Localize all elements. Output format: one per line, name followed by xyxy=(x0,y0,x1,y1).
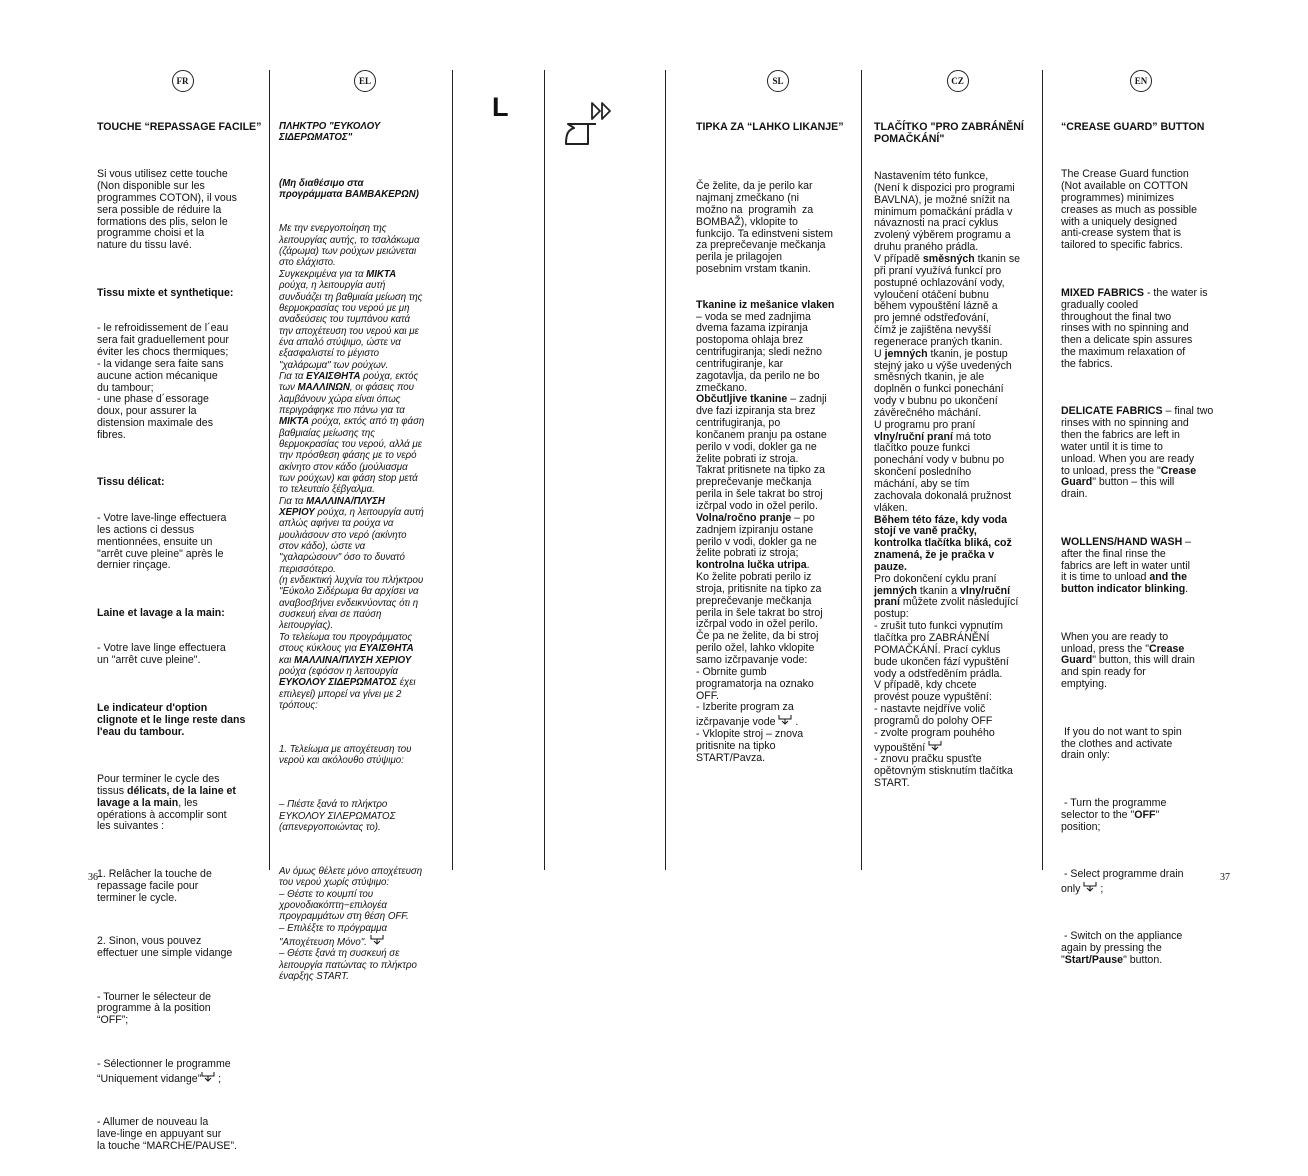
sl-obc-heading: Občutljive tkanine xyxy=(696,393,788,406)
el-evais-2: ΕΥΑΙΣΘΗΤΑ xyxy=(359,643,414,655)
el-mikta: ΜΙΚΤΑ xyxy=(366,268,397,280)
en-language-badge: EN xyxy=(1130,70,1152,92)
drain-pump-icon xyxy=(778,716,792,728)
fr-end-cycle-c: , les opérations à accomplir sont les suivantes : xyxy=(97,796,227,833)
sl-column xyxy=(695,70,862,870)
en-mixed xyxy=(1061,288,1222,371)
el-language-badge: EL xyxy=(354,70,376,92)
en-step-1 xyxy=(1061,798,1222,834)
en-step-2-end: ; xyxy=(1097,882,1104,895)
el-text xyxy=(278,98,452,1005)
en-delicate-body-1: – final two rinses with no spinning and then the fabrics are left in water until it is time to unload. When you are ready to unload, press the " xyxy=(1061,405,1214,477)
drain-pump-icon xyxy=(370,937,384,948)
el-step-1: 1. Τελείωμα με αποχέτευση του νερού και ακόλουθο στύψιμο: xyxy=(279,743,412,767)
anti-crease-iron-icon xyxy=(562,100,612,155)
cz-column xyxy=(873,70,1043,870)
en-step-3-b: " button. xyxy=(1123,954,1163,967)
fr-step-4-end: ; xyxy=(215,1072,222,1085)
fr-column xyxy=(96,70,270,1152)
sl-intro: Če želite, da je perilo kar najmanj zmečkano (ni možno na programih za BOMBAŽ), vklopite to funkcijo. Ta edinstveni sistem za preprečevanje mečkanja perila je prilagojen posebnim vrstam tkanin. xyxy=(696,180,833,276)
sl-vol-body: – po zadnjem izpiranju ostane perilo v vodi, dokler ga ne želite pobrati iz stroja; xyxy=(696,511,817,560)
el-mikta-2: ΜΙΚΤΑ xyxy=(279,416,309,428)
cz-title: TLAČÍTKO "PRO ZABRÁNĚNÍ POMAČKÁNÍ" xyxy=(874,120,1024,145)
fr-step-4-text: - Sélectionner le programme “Uniquement vidange” xyxy=(97,1057,231,1085)
el-body-i: έχει επιλεγεί) μπορεί να γίνει με 2 τρόπους: xyxy=(279,677,416,711)
el-body-c: ρούχα, εκτός των xyxy=(279,370,419,394)
en-delicate-heading: DELICATE FABRICS xyxy=(1061,405,1163,418)
fr-laine-heading: Laine et lavage a la main: xyxy=(97,606,225,619)
el-body-e: ρούχα, εκτός από τη φάση βαθμιαίας μείωσης της θερμοκρασίας του νερού, αλλά με την πρόσθεση φάσης με το νερό ακίνητο στον κάδο (μούλιασμα των ρούχων) και φάση stop μετά το τελευταίο ξέβγαλμα. Για τα xyxy=(279,416,425,507)
fr-delicat-heading: Tissu délicat: xyxy=(97,476,165,489)
en-delicate xyxy=(1061,406,1222,501)
en-mixed-heading: MIXED FABRICS xyxy=(1061,286,1144,299)
cz-body-8: - znovu pračku spusťte opětovným stisknutím tlačítka START. xyxy=(874,753,1013,790)
el-body-b: ρούχα, η λειτουργία αυτή συνδυάζει τη βαθμιαία μείωση της θερμοκρασίας του νερού με μη αναδεύσεις του τυμπάνου κατά την αποχέτευση του νερού και με ένα απαλό στύψιμο, ώστε να εξασφαλιστεί το μέγιστο "χαλάρωμα" των ρούχων. Για τα xyxy=(279,280,423,382)
el-body-d: , οι φάσεις που λαμβάνουν χώρα είναι όπως περιγράφηκε πιο πάνω για τα xyxy=(279,382,415,416)
fr-end-cycle-a: Pour terminer le cycle des tissus xyxy=(97,773,220,797)
en-step-2 xyxy=(1061,869,1222,896)
el-title: ΠΛΗΚΤΡΟ "ΕΥΚΟΛΟΥ ΣΙΔΕΡΩΜΑΤΟΣ" xyxy=(279,120,381,144)
en-wool-heading: WOLLENS/HAND WASH xyxy=(1061,535,1183,548)
en-delicate-body-2: " button – this will drain. xyxy=(1061,476,1175,501)
el-mallina-2: ΜΑΛΛΙΝΑ/ΠΛΥΣΗ ΧΕΡΙΟΥ xyxy=(279,495,385,519)
cz-language-badge: CZ xyxy=(947,70,969,92)
fr-language-badge: FR xyxy=(172,70,194,92)
cz-body-7: můžete zvolit následující postup: - zrušit tuto funkci vypnutím tlačítka pro ZABRÁNĚNÍ POMAČKÁNÍ. Prací cyklus bude ukončen fází vypuštění vody a odstředěním prádla. V případě, kdy chcete provést pouze vypuštění: - nastavte nejdříve volič programů do polohy OFF - zvolte program pouhého vypouštění xyxy=(874,596,1019,754)
drain-pump-icon xyxy=(201,1073,215,1085)
fr-indicator-note: Le indicateur d'option clignote et le linge reste dans l'eau du tambour. xyxy=(97,701,246,738)
fr-step-2: 2. Sinon, vous pouvez effectuer une simple vidange xyxy=(97,935,233,959)
cz-pause-note: Během této fáze, kdy voda stojí ve vaně pračky, kontrolka tlačítka bliká, což znamená, že je pračka v pauze. xyxy=(874,513,1012,573)
fr-step-3: - Tourner le sélecteur de programme à la position “OFF”; xyxy=(97,990,212,1027)
el-eukolou: ΕΥΚΟΛΟΥ ΣΙΔΕΡΩΜΑΤΟΣ xyxy=(279,677,397,689)
cz-vlny: vlny/ruční praní xyxy=(874,430,953,443)
en-step-3-a: - Switch on the appliance again by pressing the " xyxy=(1061,930,1183,967)
fr-intro: Si vous utilisez cette touche (Non disponible sur les programmes COTON), il vous sera possible de réduire la formations des plis, selon le programme choisi et la nature du tissu lavé. xyxy=(97,168,237,252)
sl-rest-2: . - Vklopite stroj – znova pritisnite na tipko START/Pavza. xyxy=(696,716,804,764)
section-divider-right xyxy=(545,70,666,870)
sl-body xyxy=(696,300,861,765)
drain-pump-icon xyxy=(1083,883,1097,895)
en-intro: The Crease Guard function (Not available on COTTON programmes) minimizes creases as much as possible with a uniquely designed anti-crease system that is tailored to specific fabrics. xyxy=(1061,168,1198,252)
sl-vol-heading: Volna/ročno pranje xyxy=(696,511,792,524)
fr-laine-body: - Votre lave linge effectuera un "arrêt cuve pleine". xyxy=(97,642,226,667)
cz-body-4: má toto tlačítko pouze funkci ponechání vody v bubnu po skončení posledního máchání, aby se tím zachovala dokonalá pružnost vláken. xyxy=(874,430,1012,514)
en-unload-a: When you are ready to unload, press the " xyxy=(1061,630,1169,655)
el-column xyxy=(278,70,453,983)
en-unload-b: " button, this will drain and spin ready for emptying. xyxy=(1061,654,1195,691)
el-note: (Μη διαθέσιμο στα προγράμματα ΒΑΜΒΑΚΕΡΩΝ) xyxy=(279,178,419,201)
sl-language-badge: SL xyxy=(767,70,789,92)
fr-mixte-heading: Tissu mixte et synthetique: xyxy=(97,286,234,299)
en-step-1-off: OFF xyxy=(1134,808,1156,821)
page-number-left: 36 xyxy=(88,872,98,883)
cz-body-3: tkanin, je postup stejný jako u výše uvedených směsných tkanin, je ale doplněn o funkci ponechání vody v bubnu po ukončení závěrečného máchání. U programu pro praní xyxy=(874,347,1012,431)
en-step-3 xyxy=(1061,931,1222,967)
fr-step-5: - Allumer de nouveau la lave-linge en appuyant sur la touche “MARCHE/PAUSE”. xyxy=(97,1116,237,1152)
el-mallina-3: ΜΑΛΛΙΝΑ/ΠΛΥΣΗ ΧΕΡΙΟΥ xyxy=(294,654,412,666)
en-step-1-b: " position; xyxy=(1061,808,1160,833)
fr-end-cycle-b: délicats, de la laine et lavage a la main xyxy=(97,784,236,809)
el-step-3 xyxy=(279,866,452,982)
cz-body xyxy=(874,171,1042,790)
el-body-a: Με την ενεργοποίηση της λειτουργίας αυτής, το τσαλάκωμα (ζάρωμα) των ρούχων μειώνεται στο ελάχιστο. Συγκεκριμένα για τα xyxy=(279,223,420,280)
section-letter: L xyxy=(492,92,509,122)
el-body-g: και xyxy=(279,654,292,666)
sl-text xyxy=(695,98,861,788)
fr-end-cycle xyxy=(97,774,269,833)
fr-mixte-body: - le refroidissement de l´eau sera fait graduellement pour éviter les chocs thermiques; - la vidange sera faite sans aucune action mécanique du tambour; - une phase d´essorage doux, pour assurer la distension maximale des fibres. xyxy=(97,322,229,441)
en-wool xyxy=(1061,537,1222,596)
cz-vlny-2: vlny/ruční praní xyxy=(874,584,1011,609)
el-step-3-b: – Θέστε ξανά τη συσκευή σε λειτουργία πατώντας το πλήκτρο έναρξης START. xyxy=(279,948,417,983)
sl-obc-body: – zadnji dve fazi izpiranja sta brez centrifugiranja, po končanem pranju pa ostane perilo v vodi, dokler ga ne želite pobrati iz stroja. Takrat pritisnete na tipko za preprečevanje mečkanja perila in šele takrat bo stroj izčrpal vodo in ožel perilo. xyxy=(696,393,827,512)
el-body-f: ρούχα, η λειτουργία αυτή απλώς αφήνει τα ρούχα να μουλιάσουν στο νερό (ακίνητο στον κάδο), ώστε να "χαλαρώσουν" όσο το δυνατό περισσότερο. (η ενδεικτική λυχνία του πλήκτρου "Εύκολο Σιδέρωμα θα αρχίσει να αναβοσβήνει ενδεικνύοντας ότι η συσκευή είναι σε παύση λειτουργίας). Το τελείωμα του προγράμματος στους κύκλους για xyxy=(279,507,424,655)
cz-body-2: tkanin se při praní využívá funkcí pro postupné ochlazování vody, vyloučení otáčení bubnu během vypouštění lázně a pro jemné odstřeďování, čímž je zajištěna nevyšší regenerace praných tkanin. U xyxy=(874,252,1021,360)
el-step-3-a: Αν όμως θέλετε μόνο αποχέτευση του νερού χωρίς στύψιμο: – Θέστε το κουμπί του χρονοδιακόπτη−επιλογέα προγραμμάτων στη θέση OFF. – Επιλέξτε το πρόγραμμα "Αποχέτευση Μόνο". xyxy=(279,866,423,949)
el-body xyxy=(279,223,452,711)
sl-title: TIPKA ZA “LAHKO LIKANJE” xyxy=(696,120,844,133)
cz-jemn-2: jemných xyxy=(874,584,917,597)
cz-body-5: Pro dokončení cyklu praní xyxy=(874,572,997,585)
cz-text xyxy=(873,98,1042,814)
en-column xyxy=(1060,70,1222,967)
cz-smes: směsných xyxy=(922,252,975,265)
en-wool-body-1: – after the final rinse the fabrics are left in water until it is time to unload xyxy=(1061,535,1192,584)
section-divider-left xyxy=(453,70,545,870)
en-title: “CREASE GUARD” BUTTON xyxy=(1061,120,1205,133)
fr-title: TOUCHE “REPASSAGE FACILE” xyxy=(97,120,262,133)
fr-text xyxy=(96,98,269,1176)
cz-body-1: Nastavením této funkce, (Není k dispozici pro programi BAVLNA), je možné snížit na minimum pomačkání prádla v návaznosti na prací cyklus zvolený výběrem programu a druhu praného prádla. V případě xyxy=(874,170,1015,265)
en-drain-only: If you do not want to spin the clothes and activate drain only: xyxy=(1061,725,1182,762)
en-wool-body-2: . xyxy=(1185,583,1189,596)
sl-mes-heading: Tkanine iz mešanice vlaken xyxy=(696,298,835,311)
cz-jemn: jemných xyxy=(884,347,928,360)
el-body-h: ρούχα (εφόσον η λειτουργία xyxy=(279,665,399,677)
en-text xyxy=(1060,98,1222,991)
en-wool-indicator: and the button indicator blinking xyxy=(1061,571,1187,596)
en-unload-button-label: Crease Guard xyxy=(1061,642,1185,667)
en-step-3-button-label: Start/Pause xyxy=(1064,954,1124,967)
en-delicate-button-label: Crease Guard xyxy=(1061,464,1197,489)
fr-delicat-body: - Votre lave-linge effectuera les actions ci dessus mentionnées, ensuite un "arrêt cuve pleine" après le dernier rinçage. xyxy=(97,512,227,572)
el-evais: ΕΥΑΙΣΘΗΤΑ xyxy=(306,370,361,382)
en-step-2-text: - Select programme drain only xyxy=(1061,868,1184,895)
fr-step-1: 1. Relâcher la touche de repassage facile pour terminer le cycle. xyxy=(97,867,212,904)
en-mixed-body: - the water is gradually cooled throughout the final two rinses with no spinning and then a delicate spin assures the maximum relaxation of the fabrics. xyxy=(1061,286,1208,370)
sl-rest: . Ko želite pobrati perilo iz stroja, pritisnite na tipko za preprečevanje mečkanja perila in šele takrat bo stroj izčrpal vodo in ožel perilo. Če pa ne želite, da bi stroj perilo ožel, lahko vklopite samo izčrpavanje vode: - Obrnite gumb programatorja na oznako OFF. - Izberite program za izčrpavanje vode xyxy=(696,559,823,729)
page-number-right: 37 xyxy=(1220,872,1230,883)
sl-mes-body: – voda se med zadnjima dvema fazama izpiranja postopoma ohlaja brez centrifugiranja; sledi nežno centrifugiranje, kar zagotavlja, da perilo ne bo zmečkano. xyxy=(696,310,823,394)
el-step-2: – Πιέστε ξανά το πλήκτρο ΕΥΚΟΛΟΥ ΣΙΛΕΡΩΜΑΤΟΣ (απενεργοποιώντας το). xyxy=(279,799,396,833)
fr-step-4 xyxy=(97,1059,269,1086)
cz-body-6: tkanin a xyxy=(916,584,960,597)
en-unload xyxy=(1061,632,1222,691)
drain-pump-icon xyxy=(928,742,942,754)
sl-indicator: kontrolna lučka utripa xyxy=(696,559,807,572)
el-mallina: ΜΑΛΛΙΝΩΝ xyxy=(297,382,350,394)
en-step-1-a: - Turn the programme selector to the " xyxy=(1061,796,1167,821)
